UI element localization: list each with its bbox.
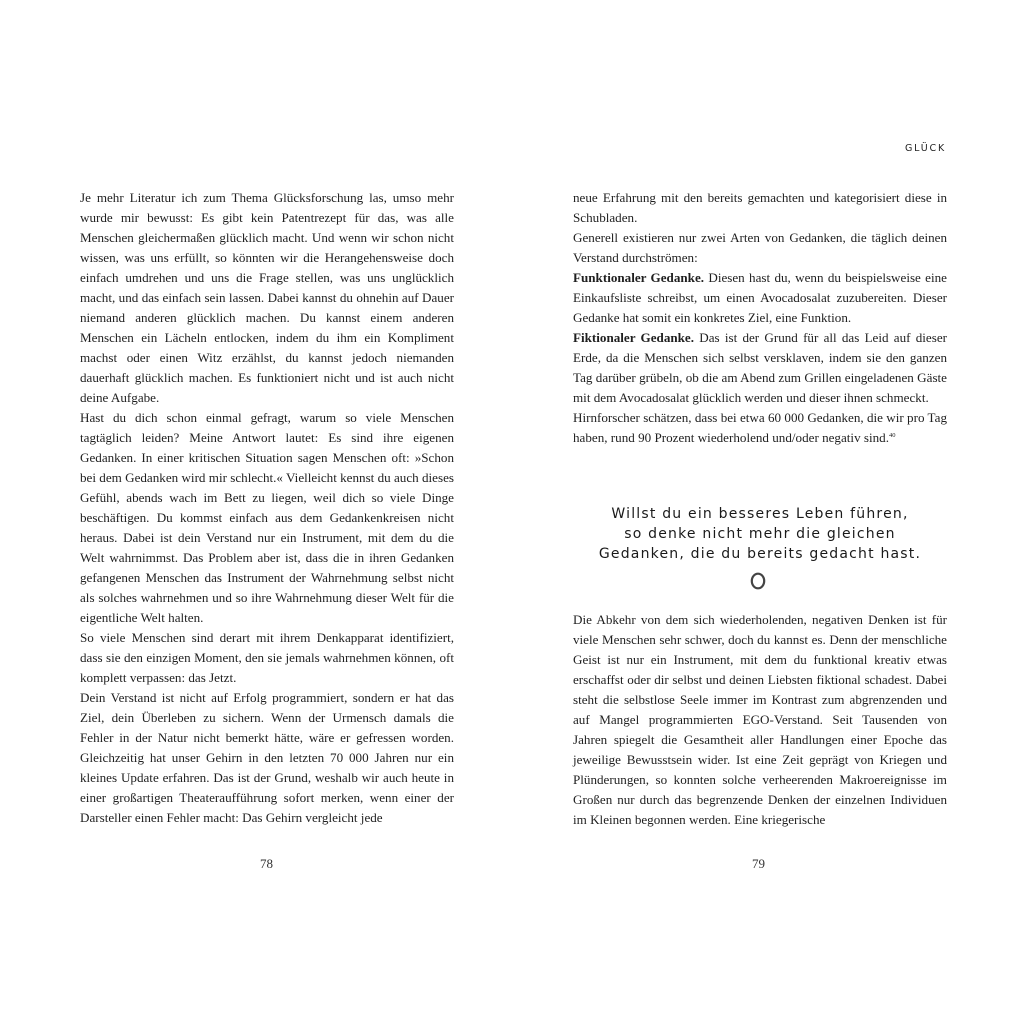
left-body-text (80, 188, 454, 828)
paragraph: neue Erfahrung mit den bereits gemachten und kategorisiert diese in Schubladen. (573, 190, 947, 225)
footnote-ref: 40 (889, 432, 896, 439)
page-number-right: 79 (752, 856, 765, 871)
paragraph: Dein Verstand ist nicht auf Erfolg programmiert, sondern er hat das Ziel, dein Überleben zu sichern. Wenn der Urmensch damals die Fehler in der Natur nicht bemerkt hätte, wäre er gefressen worden. Gleichzeitig hat unser Gehirn in den letzten 70 000 Jahren nur ein kleines Update erfahren. Das ist der Grund, weshalb wir auch heute in einer großartigen Theateraufführung sofort merken, wenn einer der Darsteller einen Fehler macht: Das Gehirn vergleicht jede (80, 690, 454, 825)
ring-ornament-icon (749, 572, 767, 590)
term-label: Funktionaler Gedanke. (573, 270, 705, 285)
quote-line: Gedanken, die du bereits gedacht hast. (598, 546, 922, 562)
paragraph: Hast du dich schon einmal gefragt, warum so viele Menschen tagtäglich leiden? Meine Antwort lautet: Es sind ihre eigenen Gedanken. In einer kritischen Situation sagen Menschen oft: »Schon bei dem Gedanken wird mir schlecht.« Vielleicht kennst du auch dieses Gefühl, abends wach im Bett zu liegen, weil dich so viele Dinge beschäftigen. Du kommst einfach aus dem Gedankenkreisen nicht heraus. Dabei ist dein Verstand nur ein Instrument, mit dem du die Welt wahrnimmst. Das Problem aber ist, dass die in ihren Gedanken gefangenen Menschen das Instrument der Wahrnehmung selbst nicht als solches wahrnehmen und so ihre Wahrnehmung dieser Welt für die eigentliche Welt halten. (80, 410, 454, 625)
term-label: Fiktionaler Gedanke. (573, 330, 695, 345)
paragraph: Je mehr Literatur ich zum Thema Glücksforschung las, umso mehr wurde mir bewusst: Es gibt kein Patentrezept für das, was alle Menschen gleichermaßen glücklich macht. Und wenn wir schon nicht wissen, was uns erfüllt, so könnten wir die Herangehensweise doch einfach umdrehen und uns die Frage stellen, was uns unglücklich macht, und das einfach sein lassen. Dabei kannst du ohnehin auf Dauer niemand anderen glücklich machen. Du kannst einem anderen Menschen ein Lächeln entlocken, indem du ihm ein Kompliment machst oder einen Witz erzählst, du kannst jedoch niemanden dauerhaft glücklich machen. Es funktioniert nicht und ist auch nicht deine Aufgabe. (80, 190, 454, 405)
term-text: Diesen hast du, wenn du beispielsweise eine Einkaufsliste schreibst, um einen Avocadosalat zuzubereiten. Dieser Gedanke hat somit ein konkretes Ziel, eine Funktion. (573, 270, 947, 325)
paragraph: So viele Menschen sind derart mit ihrem Denkapparat identifiziert, dass sie den einzigen Moment, den sie jemals wahrnehmen können, oft komplett verpassen: das Jetzt. (80, 630, 454, 685)
right-page (512, 0, 1024, 1024)
quote-line: Willst du ein besseres Leben führen, (611, 506, 909, 522)
right-body-text-top (573, 188, 947, 448)
term-fictional (573, 328, 947, 408)
paragraph: Die Abkehr von dem sich wiederholenden, negativen Denken ist für viele Menschen sehr schwer, doch du kannst es. Denn der menschliche Geist ist nur ein Instrument, mit dem du funktional kreativ etwas erschaffst oder dir selbst und deinen Liebsten fiktional schadest. Dabei steht die selbstlose Seele immer im Kontrast zum abgrenzenden und auf Mangel programmierten EGO-Verstand. Seit Tausenden von Jahren spiegelt die Gesamtheit aller Handlungen einer Epoche das jeweilige Bewusstsein wider. Ist eine Zeit geprägt von Kriegen und Plünderungen, so konnten solche verheerenden Makroereignisse im Großen nur durch das begrenzende Denken der einzelnen Individuen im Kleinen begonnen werden. Eine kriegerische (573, 612, 947, 827)
paragraph: Generell existieren nur zwei Arten von Gedanken, die täglich deinen Verstand durchströmen: (573, 230, 947, 265)
pull-quote (573, 504, 947, 564)
right-body-text-bottom (573, 610, 947, 830)
term-functional (573, 268, 947, 328)
page-number-left: 78 (260, 856, 273, 871)
term-text: Das ist der Grund für all das Leid auf dieser Erde, da die Menschen sich selbst versklaven, indem sie den ganzen Tag darüber grübeln, ob die am Abend zum Grillen eingeladenen Gäste mit dem Avocadosalat glücklich werden und dieser ihnen schmeckt. (573, 330, 947, 405)
quote-line: so denke nicht mehr die gleichen (624, 526, 896, 542)
paragraph (573, 408, 947, 448)
running-head: GLÜCK (905, 143, 946, 154)
fact-text: Hirnforscher schätzen, dass bei etwa 60 000 Gedanken, die wir pro Tag haben, rund 90 Prozent wiederholend und/oder negativ sind. (573, 410, 947, 445)
